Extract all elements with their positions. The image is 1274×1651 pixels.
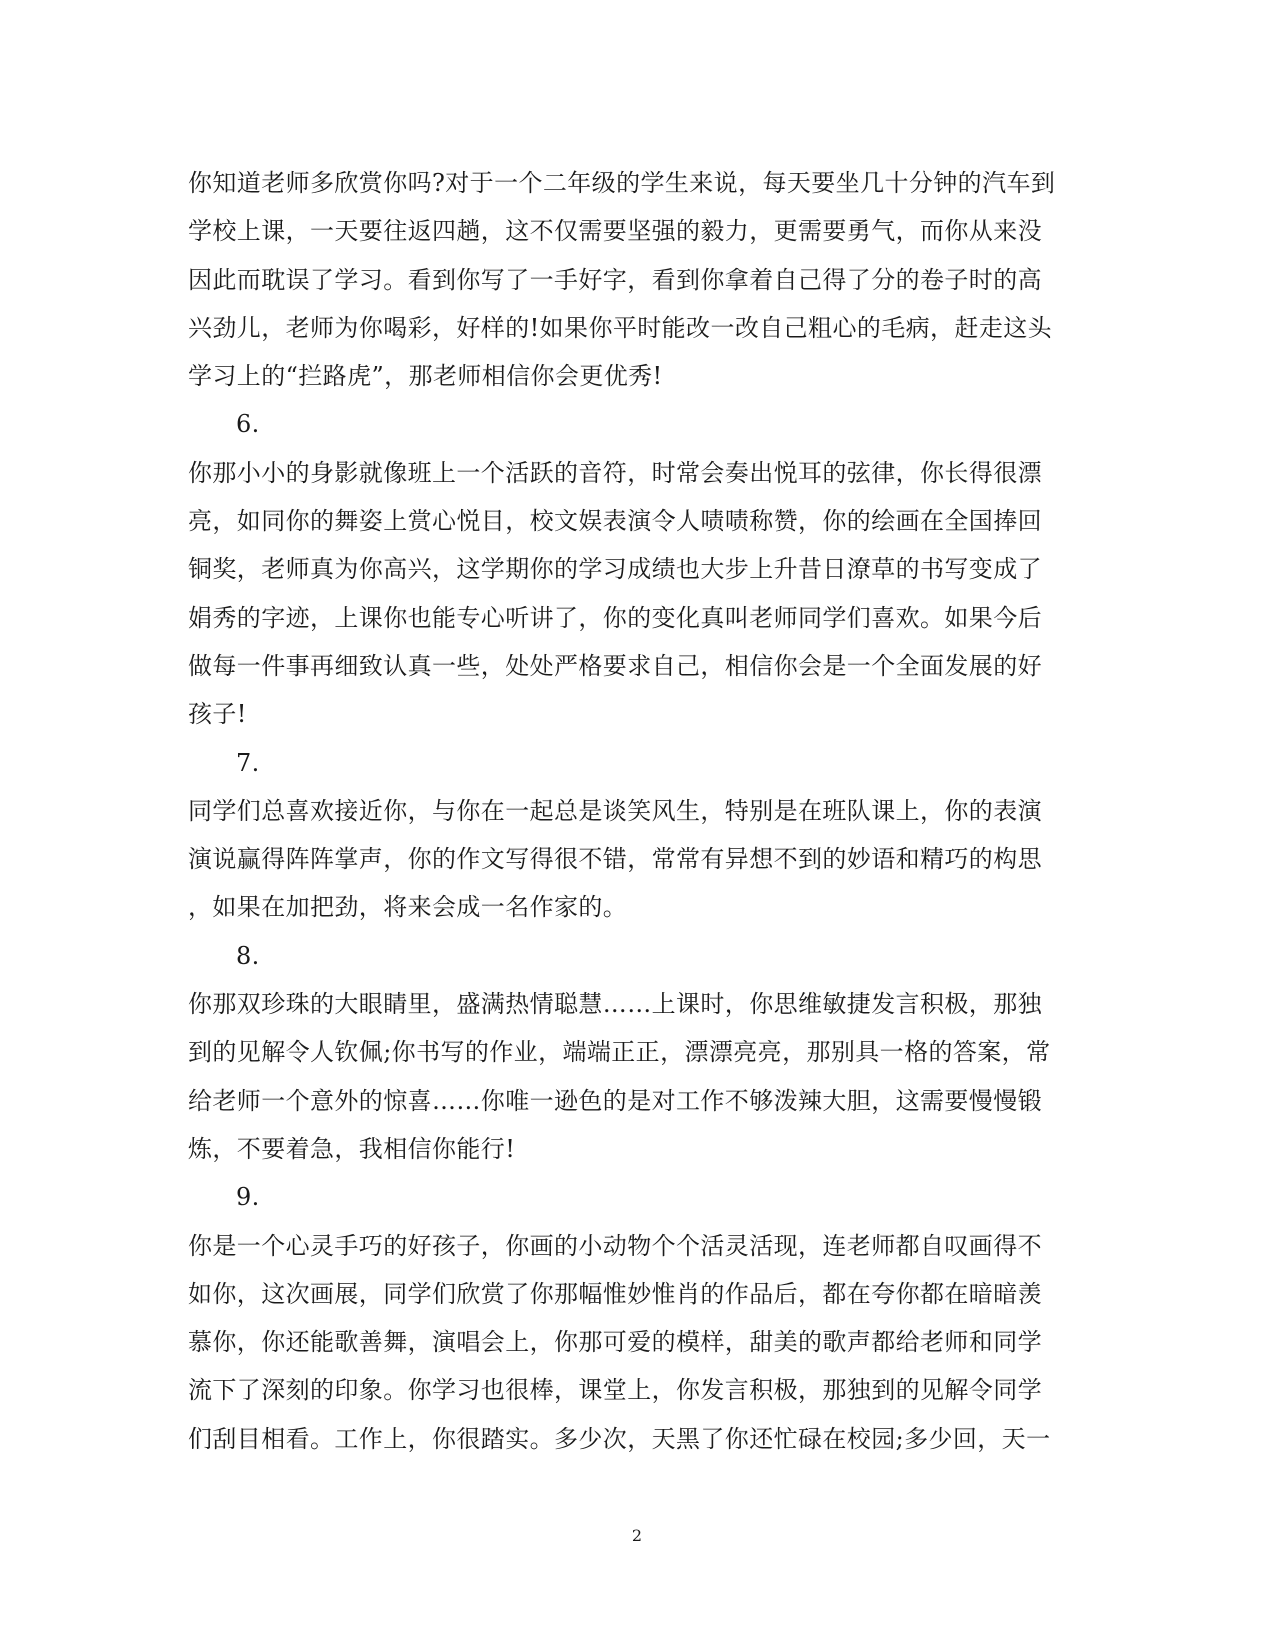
text-line: 你是一个心灵手巧的好孩子，你画的小动物个个活灵活现，连老师都自叹画得不 xyxy=(188,1231,1042,1260)
page-number: 2 xyxy=(631,1526,643,1545)
section-number: 6. xyxy=(236,410,260,439)
section-number: 7. xyxy=(236,748,260,777)
section-number: 8. xyxy=(236,941,260,970)
text-line: 给老师一个意外的惊喜……你唯一逊色的是对工作不够泼辣大胆，这需要慢慢锻 xyxy=(188,1086,1042,1115)
text-line: 慕你，你还能歌善舞，演唱会上，你那可爱的模样，甜美的歌声都给老师和同学 xyxy=(188,1328,1042,1357)
text-line: 你知道老师多欣赏你吗?对于一个二年级的学生来说，每天要坐几十分钟的汽车到 xyxy=(188,169,1056,197)
text-line: 做每一件事再细致认真一些，处处严格要求自己，相信你会是一个全面发展的好 xyxy=(188,651,1042,680)
text-line: 因此而耽误了学习。看到你写了一手好字，看到你拿着自己得了分的卷子时的高 xyxy=(188,265,1042,294)
text-line: 娟秀的字迹，上课你也能专心听讲了，你的变化真叫老师同学们喜欢。如果今后 xyxy=(188,603,1042,632)
text-line: 学习上的“拦路虎”，那老师相信你会更优秀! xyxy=(188,362,663,391)
text-line: 铜奖，老师真为你高兴，这学期你的学习成绩也大步上升昔日潦草的书写变成了 xyxy=(188,555,1042,584)
text-line: 你那双珍珠的大眼睛里，盛满热情聪慧……上课时，你思维敏捷发言积极，那独 xyxy=(188,990,1042,1019)
text-line: 炼，不要着急，我相信你能行! xyxy=(188,1134,516,1163)
text-line: 亮，如同你的舞姿上赏心悦目，校文娱表演令人啧啧称赞，你的绘画在全国捧回 xyxy=(188,507,1042,536)
text-line: 们刮目相看。工作上，你很踏实。多少次，天黑了你还忙碌在校园;多少回，天一 xyxy=(188,1424,1051,1453)
text-line: 流下了深刻的印象。你学习也很棒，课堂上，你发言积极，那独到的见解令同学 xyxy=(188,1376,1042,1405)
text-line: 孩子! xyxy=(188,700,247,729)
text-line: 演说赢得阵阵掌声，你的作文写得很不错，常常有异想不到的妙语和精巧的构思 xyxy=(188,845,1042,874)
text-line: 学校上课，一天要往返四趟，这不仅需要坚强的毅力，更需要勇气，而你从来没 xyxy=(188,217,1042,246)
section-number: 9. xyxy=(236,1183,260,1212)
text-line: 如你，这次画展，同学们欣赏了你那幅惟妙惟肖的作品后，都在夸你都在暗暗羡 xyxy=(188,1279,1042,1308)
text-line: 兴劲儿，老师为你喝彩，好样的!如果你平时能改一改自己粗心的毛病，赶走这头 xyxy=(188,313,1053,342)
text-line: 你那小小的身影就像班上一个活跃的音符，时常会奏出悦耳的弦律，你长得很漂 xyxy=(188,458,1042,487)
document-body xyxy=(188,159,1088,1463)
text-line: ，如果在加把劲，将来会成一名作家的。 xyxy=(188,893,628,922)
text-line: 同学们总喜欢接近你，与你在一起总是谈笑风生，特别是在班队课上，你的表演 xyxy=(188,796,1042,825)
text-line: 到的见解令人钦佩;你书写的作业，端端正正，漂漂亮亮，那别具一格的答案，常 xyxy=(188,1038,1051,1067)
